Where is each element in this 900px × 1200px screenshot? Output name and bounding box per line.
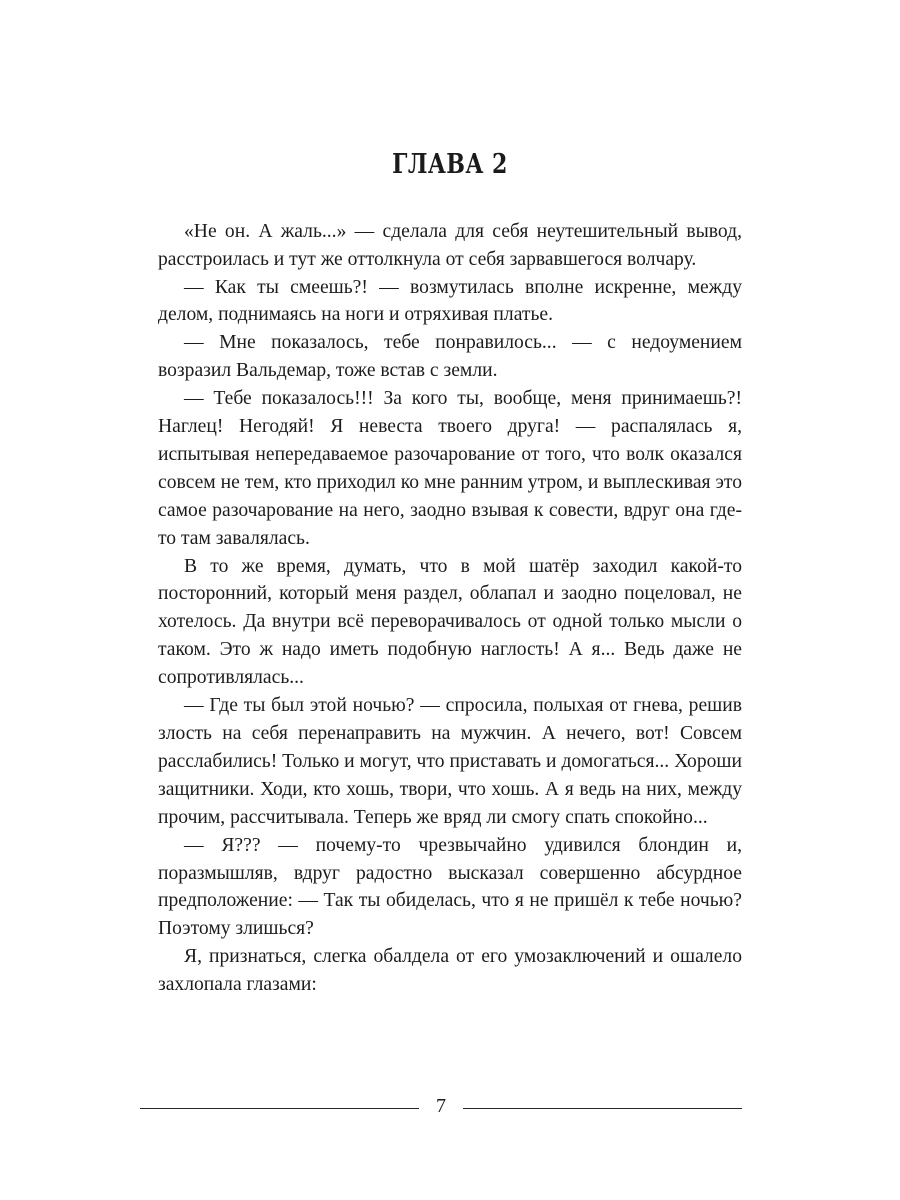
footer-rule-right [463, 1108, 742, 1109]
paragraph: — Тебе показалось!!! За кого ты, вообще, меня принимаешь?! Наглец! Негодяй! Я невеста твоего друга! — распалялась я, испытывая непередаваемое разочарование от того, что волк оказался совсем не тем, кто приходил ко мне ранним утром, и выплескивая это самое разочарование на него, заодно взывая к совести, вдруг она где-то там завалялась. [158, 388, 742, 549]
paragraph: Я, признаться, слегка обалдела от его умозаключений и ошалело захлопала глазами: [158, 946, 742, 996]
paragraph: В то же время, думать, что в мой шатёр заходил какой-то посторонний, который меня раздел, облапал и заодно поцеловал, не хотелось. Да внутри всё переворачивалось от одной только мысли о таком. Это ж надо иметь подобную наглость! А я... Ведь даже не сопротивлялась... [158, 555, 742, 689]
page-footer [140, 1094, 742, 1122]
paragraph: «Не он. А жаль...» — сделала для себя неутешительный вывод, расстроилась и тут же оттолкнула от себя зарвавшегося волчару. [158, 220, 742, 270]
paragraph: — Мне показалось, тебе понравилось... — с недоумением возразил Вальдемар, тоже встав с земли. [158, 332, 742, 382]
chapter-heading: ГЛАВА 2 [392, 149, 508, 180]
paragraph: — Как ты смеешь?! — возмутилась вполне искренне, между делом, поднимаясь на ноги и отряхивая платье. [158, 276, 742, 326]
text-column [158, 150, 742, 999]
page-number: 7 [436, 1095, 446, 1117]
paragraph: — Я??? — почему-то чрезвычайно удивился блондин и, поразмышляв, вдруг радостно высказал совершенно абсурдное предположение: — Так ты обиделась, что я не пришёл к тебе ночью? Поэтому злишься? [158, 834, 742, 940]
body-text [158, 218, 742, 999]
paragraph: — Где ты был этой ночью? — спросила, полыхая от гнева, решив злость на себя перенаправить на мужчин. А нечего, вот! Совсем расслабились! Только и могут, что приставать и домогаться... Хороши защитники. Ходи, кто хошь, твори, что хошь. А я ведь на них, между прочим, рассчитывала. Теперь же вряд ли смогу спать спокойно... [158, 695, 742, 828]
footer-rule-left [140, 1108, 419, 1109]
